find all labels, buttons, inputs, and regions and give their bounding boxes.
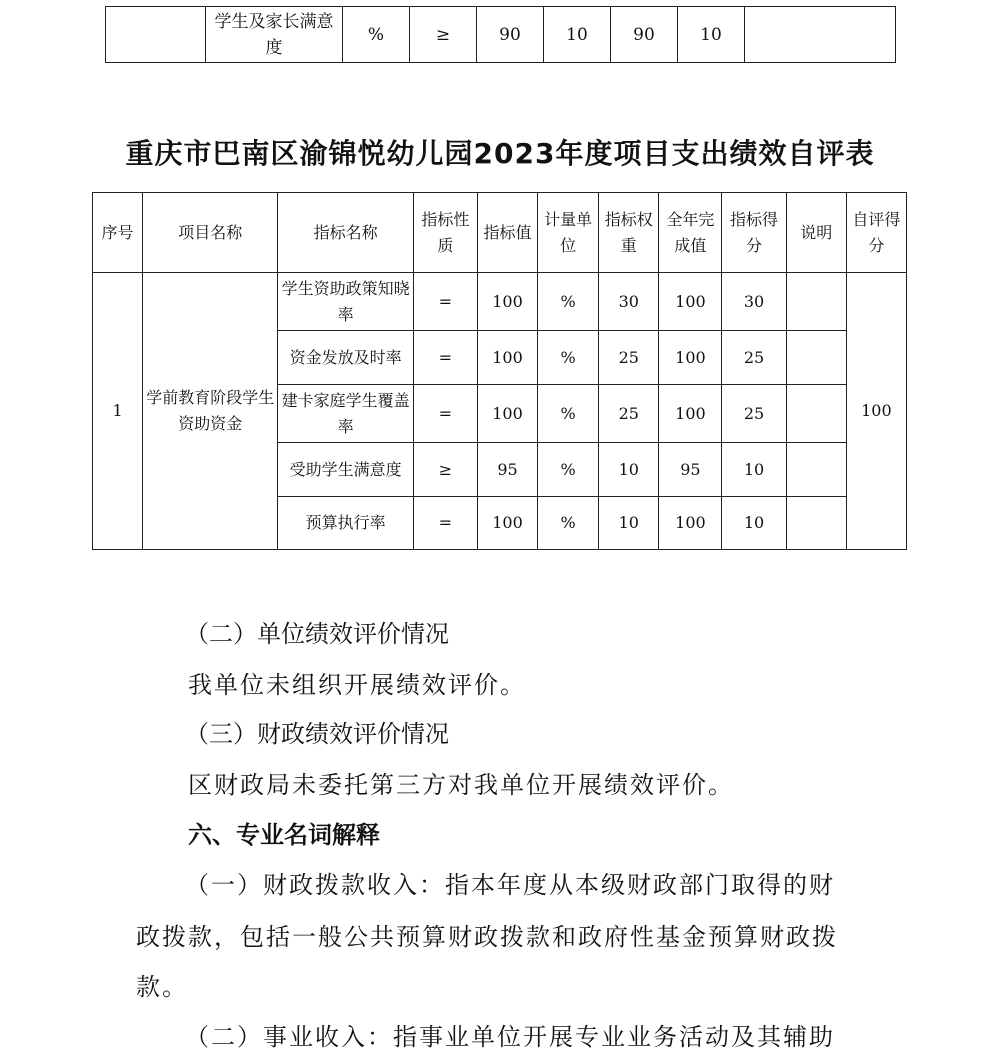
- header-cell-seq: 序号: [93, 193, 143, 273]
- table-cell: [786, 385, 846, 443]
- project-name-cell: 学前教育阶段学生资助资金: [143, 273, 278, 550]
- table-row: [106, 7, 896, 63]
- header-cell-project: 项目名称: [143, 193, 278, 273]
- table-row: [93, 273, 907, 331]
- table-cell: 100: [659, 497, 722, 550]
- table-cell: %: [538, 385, 599, 443]
- table-cell: ≥: [410, 7, 477, 63]
- table-cell: [786, 273, 846, 331]
- term1-text: 指本年度从本级财政部门取得的财: [445, 871, 835, 899]
- table-cell: 100: [477, 331, 537, 385]
- table-cell: [786, 331, 846, 385]
- table-cell: 95: [477, 443, 537, 497]
- table-cell: %: [538, 443, 599, 497]
- seq-cell: 1: [93, 273, 143, 550]
- table-cell: 30: [599, 273, 659, 331]
- table-cell: [745, 7, 896, 63]
- terms-heading: 六、专业名词解释: [188, 821, 380, 849]
- term1-third-line: 款。: [136, 973, 188, 1001]
- table-cell: %: [538, 273, 599, 331]
- table-cell: [786, 443, 846, 497]
- header-cell-note: 说明: [786, 193, 846, 273]
- previous-table-fragment: [105, 6, 896, 63]
- table-cell: 10: [722, 497, 786, 550]
- table-cell: =: [413, 385, 477, 443]
- term1-label: （一）财政拨款收入：: [185, 871, 445, 899]
- indicator-cell: 学生资助政策知晓率: [278, 273, 413, 331]
- fin-eval-text: 区财政局未委托第三方对我单位开展绩效评价。: [188, 771, 734, 799]
- table-cell: 25: [722, 385, 786, 443]
- header-cell-score: 指标得分: [722, 193, 786, 273]
- term2-first-line: [185, 1017, 835, 1052]
- header-cell-nature: 指标性质: [413, 193, 477, 273]
- indicator-cell: 建卡家庭学生覆盖率: [278, 385, 413, 443]
- table-cell: 10: [678, 7, 745, 63]
- table-cell: %: [343, 7, 410, 63]
- indicator-cell: 资金发放及时率: [278, 331, 413, 385]
- table-cell: %: [538, 331, 599, 385]
- table-cell: 学生及家长满意度: [206, 7, 343, 63]
- table-cell: 100: [477, 273, 537, 331]
- table-cell: 100: [659, 273, 722, 331]
- indicator-cell: 受助学生满意度: [278, 443, 413, 497]
- table-cell: =: [413, 497, 477, 550]
- table-cell: 25: [599, 385, 659, 443]
- term2-text: 指事业单位开展专业业务活动及其辅助: [393, 1023, 835, 1051]
- table-cell: =: [413, 273, 477, 331]
- table-cell: 100: [659, 385, 722, 443]
- header-cell-value: 指标值: [477, 193, 537, 273]
- table-cell: 100: [477, 385, 537, 443]
- term2-label: （二）事业收入：: [185, 1023, 393, 1051]
- unit-eval-heading: （二）单位绩效评价情况: [185, 620, 449, 648]
- header-cell-unit: 计量单位: [538, 193, 599, 273]
- table-cell: 10: [599, 443, 659, 497]
- table-cell: %: [538, 497, 599, 550]
- table-cell: 90: [611, 7, 678, 63]
- performance-table: [92, 192, 907, 550]
- term1-first-line: [185, 865, 835, 900]
- table-cell: [786, 497, 846, 550]
- table-cell: 90: [477, 7, 544, 63]
- table-cell: =: [413, 331, 477, 385]
- table-cell: 10: [722, 443, 786, 497]
- unit-eval-text: 我单位未组织开展绩效评价。: [188, 671, 526, 699]
- table-cell: 25: [599, 331, 659, 385]
- table-cell: 100: [477, 497, 537, 550]
- table-cell: 95: [659, 443, 722, 497]
- table-cell: 30: [722, 273, 786, 331]
- header-cell-self-score: 自评得分: [846, 193, 906, 273]
- indicator-cell: 预算执行率: [278, 497, 413, 550]
- header-cell-weight: 指标权重: [599, 193, 659, 273]
- header-cell-indicator: 指标名称: [278, 193, 413, 273]
- table-cell: 100: [659, 331, 722, 385]
- term1-second-line: 政拨款，包括一般公共预算财政拨款和政府性基金预算财政拨: [136, 923, 838, 951]
- fin-eval-heading: （三）财政绩效评价情况: [185, 720, 449, 748]
- self-score-cell: 100: [846, 273, 906, 550]
- table-cell: ≥: [413, 443, 477, 497]
- header-cell-actual: 全年完成值: [659, 193, 722, 273]
- table-cell: 10: [599, 497, 659, 550]
- table-cell: 25: [722, 331, 786, 385]
- table-cell: [106, 7, 206, 63]
- table-header-row: [93, 193, 907, 273]
- document-title: 重庆市巴南区渝锦悦幼儿园2023年度项目支出绩效自评表: [125, 137, 875, 170]
- table-cell: 10: [544, 7, 611, 63]
